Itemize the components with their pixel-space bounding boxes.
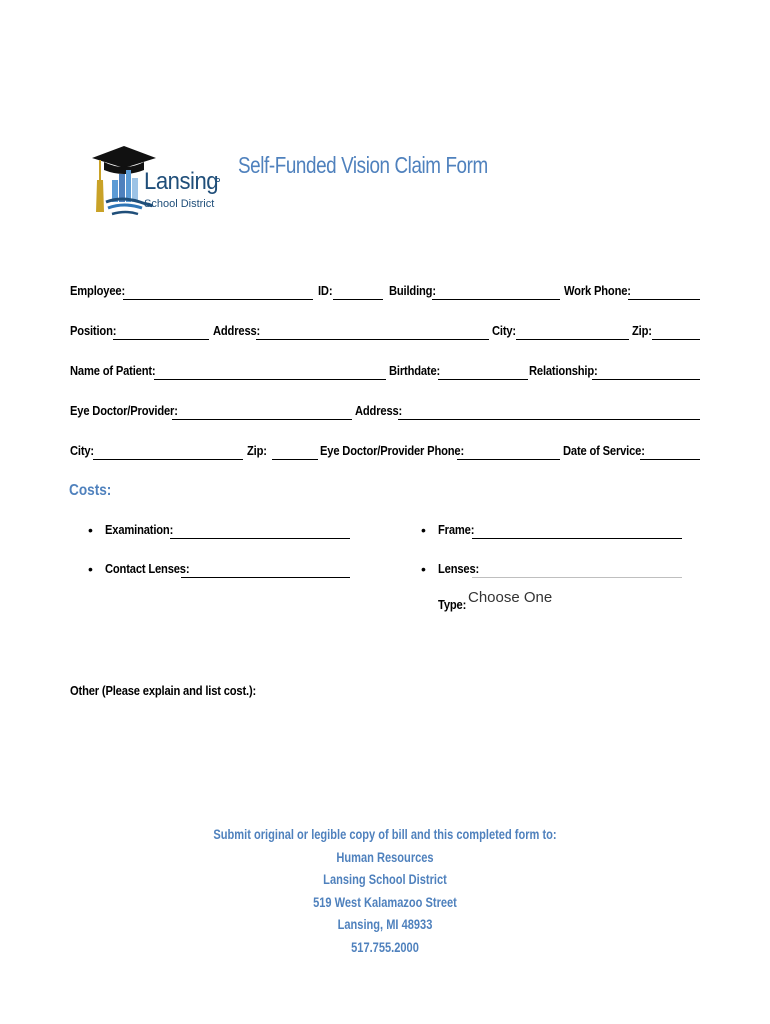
birthdate-field[interactable] <box>438 363 528 380</box>
district-logo <box>88 140 228 225</box>
provider-city-label: City: <box>70 443 94 458</box>
contact-lenses-label: Contact Lenses: <box>105 561 190 576</box>
id-field[interactable] <box>333 283 383 300</box>
provider-zip-label: Zip: <box>247 443 267 458</box>
provider-phone-field[interactable] <box>457 443 560 460</box>
logo-name: Lansing <box>144 168 219 195</box>
row-employee <box>0 283 770 301</box>
address-label: Address: <box>213 323 261 338</box>
bullet-icon: • <box>421 522 426 538</box>
footer-line-submit: Submit original or legible copy of bill and this completed form to: <box>213 827 557 842</box>
footer-line-district: Lansing School District <box>323 872 447 887</box>
date-of-service-field[interactable] <box>640 443 700 460</box>
employee-field[interactable] <box>123 283 313 300</box>
work-phone-field[interactable] <box>628 283 700 300</box>
building-label: Building: <box>389 283 436 298</box>
contact-lenses-field[interactable] <box>181 561 350 578</box>
bullet-icon: • <box>88 561 93 577</box>
other-label: Other (Please explain and list cost.): <box>70 683 257 698</box>
city-label: City: <box>492 323 516 338</box>
row-costs-1 <box>0 522 770 540</box>
birthdate-label: Birthdate: <box>389 363 441 378</box>
row-costs-2 <box>0 561 770 579</box>
provider-phone-label: Eye Doctor/Provider Phone: <box>320 443 465 458</box>
other-field[interactable] <box>70 705 704 809</box>
date-of-service-label: Date of Service: <box>563 443 645 458</box>
examination-field[interactable] <box>170 522 350 539</box>
footer-line-phone: 517.755.2000 <box>351 939 419 955</box>
zip-label: Zip: <box>632 323 652 338</box>
work-phone-label: Work Phone: <box>564 283 631 298</box>
zip-field[interactable] <box>652 323 700 340</box>
address-field[interactable] <box>256 323 489 340</box>
building-field[interactable] <box>432 283 560 300</box>
frame-label: Frame: <box>438 522 475 537</box>
bullet-icon: • <box>88 522 93 538</box>
footer-line-department: Human Resources <box>336 849 434 865</box>
provider-city-field[interactable] <box>93 443 243 460</box>
submission-instructions <box>0 824 770 959</box>
provider-address-field[interactable] <box>398 403 700 420</box>
row-patient <box>0 363 770 381</box>
patient-field[interactable] <box>154 363 386 380</box>
footer-line-street: 519 West Kalamazoo Street <box>313 894 457 910</box>
type-select[interactable]: Choose One <box>468 589 553 606</box>
row-provider <box>0 403 770 421</box>
row-provider-city <box>0 443 770 461</box>
lenses-field[interactable] <box>472 561 682 578</box>
employee-label: Employee: <box>70 283 125 298</box>
provider-label: Eye Doctor/Provider: <box>70 403 178 418</box>
costs-heading: Costs: <box>69 482 112 499</box>
logo-subtitle: School District <box>144 198 215 210</box>
id-label: ID: <box>318 283 333 298</box>
examination-label: Examination: <box>105 522 174 537</box>
relationship-label: Relationship: <box>529 363 598 378</box>
row-position <box>0 323 770 341</box>
provider-address-label: Address: <box>355 403 403 418</box>
city-field[interactable] <box>516 323 629 340</box>
frame-field[interactable] <box>472 522 682 539</box>
provider-zip-field[interactable] <box>272 443 318 460</box>
bullet-icon: • <box>421 561 426 577</box>
patient-label: Name of Patient: <box>70 363 156 378</box>
type-label: Type: <box>438 597 467 612</box>
position-label: Position: <box>70 323 117 338</box>
provider-field[interactable] <box>172 403 352 420</box>
relationship-field[interactable] <box>592 363 700 380</box>
lenses-label: Lenses: <box>438 561 480 576</box>
footer-line-city: Lansing, MI 48933 <box>337 917 433 932</box>
form-title: Self-Funded Vision Claim Form <box>238 152 488 178</box>
position-field[interactable] <box>113 323 209 340</box>
